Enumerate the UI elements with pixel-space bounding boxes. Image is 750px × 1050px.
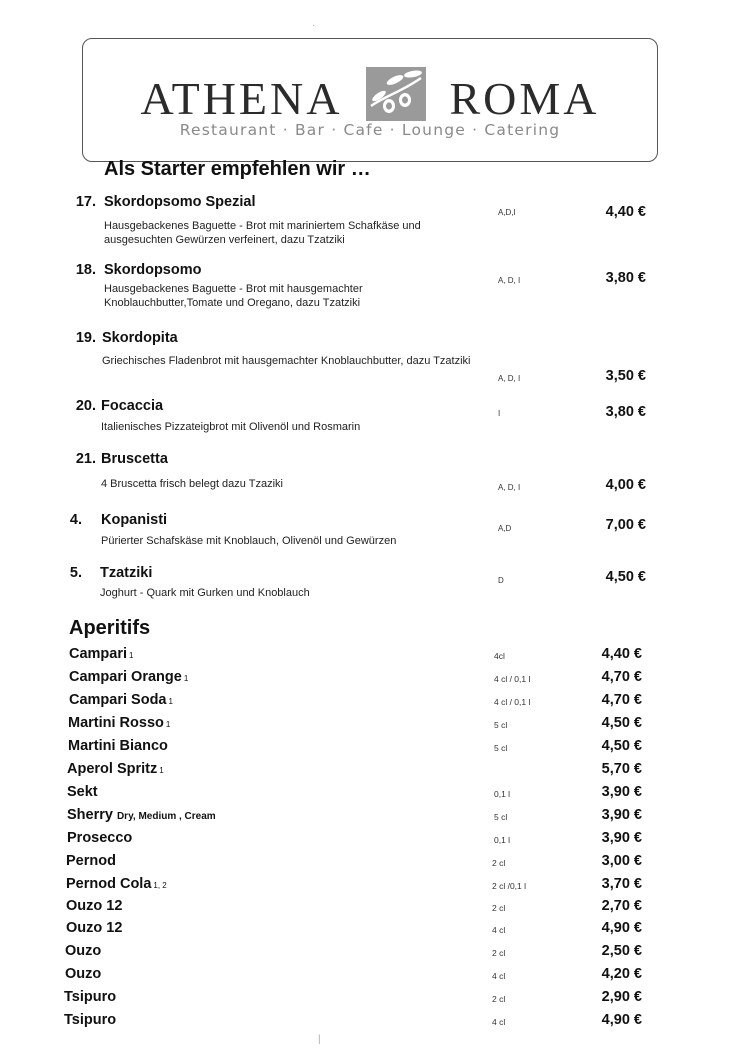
- aperitif-item: [0, 989, 750, 1011]
- aperitif-item: [0, 830, 750, 852]
- aperitif-name-text: Sherry: [67, 807, 113, 823]
- aperitif-name-text: Martini Rosso: [68, 715, 164, 731]
- starter-number: 20.: [75, 398, 96, 414]
- aperitif-name-text: Ouzo 12: [66, 898, 123, 914]
- starter-description: Pürierter Schafskäse mit Knoblauch, Olivenöl und Gewürzen: [101, 535, 397, 547]
- aperitif-price: 2,50 €: [601, 943, 642, 959]
- aperitif-name: [65, 943, 101, 959]
- aperitif-footnote: 1: [165, 720, 171, 729]
- brand-word-right: ROMA: [449, 72, 600, 124]
- aperitif-quantity: 2 cl: [492, 903, 506, 913]
- starter-price: 3,80 €: [605, 404, 646, 420]
- starter-allergens: A, D, I: [498, 374, 521, 383]
- aperitif-name: [69, 669, 188, 685]
- aperitif-name-text: Ouzo 12: [66, 920, 123, 936]
- aperitif-name: [64, 1012, 116, 1028]
- aperitif-quantity: 2 cl: [492, 858, 506, 868]
- aperitif-price: 3,90 €: [601, 830, 642, 846]
- starter-number: 21.: [75, 451, 96, 467]
- starter-allergens: A,D,I: [498, 208, 516, 217]
- starter-number: 17.: [75, 194, 96, 210]
- aperitif-item: [0, 943, 750, 965]
- aperitif-item: [0, 876, 750, 898]
- brand-word-left: ATHENA: [140, 72, 343, 124]
- aperitif-quantity: 2 cl /0,1 l: [492, 881, 527, 891]
- aperitif-name-text: Ouzo: [65, 943, 102, 959]
- starter-name: Tzatziki: [100, 565, 153, 581]
- aperitif-name: [68, 715, 170, 731]
- aperitif-name-text: Campari Soda: [69, 692, 167, 708]
- starter-name: Bruscetta: [101, 451, 168, 467]
- aperitif-name: [68, 738, 168, 754]
- aperitif-item: [0, 1012, 750, 1034]
- aperitif-variants: Dry, Medium , Cream: [116, 811, 216, 822]
- starter-name: Focaccia: [101, 398, 164, 414]
- aperitif-price: 4,70 €: [601, 669, 642, 685]
- starter-number: 5.: [69, 565, 82, 581]
- starter-number: 19.: [75, 330, 96, 346]
- aperitif-item: [0, 738, 750, 760]
- aperitif-price: 4,50 €: [601, 715, 642, 731]
- aperitif-item: [0, 898, 750, 920]
- aperitif-quantity: 4 cl / 0,1 l: [494, 674, 531, 684]
- aperitif-price: 5,70 €: [601, 761, 642, 777]
- aperitif-name: [64, 989, 116, 1005]
- aperitif-price: 2,70 €: [601, 898, 642, 914]
- aperitif-quantity: 4 cl: [492, 925, 506, 935]
- aperitif-name-text: Campari: [69, 646, 128, 662]
- aperitif-quantity: 4 cl: [492, 971, 506, 981]
- aperitif-item: [0, 646, 750, 668]
- starter-price: 4,00 €: [605, 477, 646, 493]
- aperitif-footnote: 1: [159, 766, 164, 775]
- aperitif-item: [0, 966, 750, 988]
- aperitif-item: [0, 669, 750, 691]
- starter-allergens: D: [498, 576, 504, 585]
- restaurant-tagline: Restaurant · Bar · Cafe · Lounge · Catering: [179, 121, 561, 139]
- restaurant-name: [83, 67, 657, 126]
- aperitif-item: [0, 920, 750, 942]
- starter-name: Kopanisti: [101, 512, 168, 528]
- starter-description: 4 Bruscetta frisch belegt dazu Tzaziki: [101, 478, 283, 490]
- olive-branch-logo-icon: [365, 66, 427, 122]
- aperitif-item: [0, 692, 750, 714]
- starter-description: Hausgebackenes Baguette - Brot mit mariniertem Schafkäse und ausgesuchten Gewürzen verfeinert, dazu Tzatziki: [104, 220, 421, 246]
- aperitif-quantity: 4 cl / 0,1 l: [494, 697, 531, 707]
- starter-description: Italienisches Pizzateigbrot mit Olivenöl und Rosmarin: [101, 421, 361, 433]
- aperitif-item: [0, 784, 750, 806]
- aperitif-item: [0, 807, 750, 829]
- aperitif-footnote: 1: [168, 697, 173, 706]
- aperitif-price: 3,70 €: [601, 876, 642, 892]
- aperitif-quantity: 2 cl: [492, 994, 506, 1004]
- aperitif-name-text: Aperol Spritz: [67, 761, 158, 777]
- aperitif-name-text: Prosecco: [67, 830, 133, 846]
- aperitif-name-text: Sekt: [67, 784, 98, 800]
- starter-price: 4,50 €: [605, 569, 646, 585]
- aperitif-name: [67, 807, 216, 823]
- aperitif-price: 4,70 €: [601, 692, 642, 708]
- aperitif-quantity: 2 cl: [492, 948, 506, 958]
- aperitif-quantity: 5 cl: [494, 743, 508, 753]
- aperitif-name-text: Campari Orange: [69, 669, 182, 685]
- aperitif-item: [0, 853, 750, 875]
- starter-description: Hausgebackenes Baguette - Brot mit hausgemachter Knoblauchbutter,Tomate und Oregano, dazu Tzatziki: [104, 283, 363, 309]
- starter-name: Skordopsomo Spezial: [104, 194, 256, 210]
- aperitif-name: [65, 966, 101, 982]
- aperitif-price: 3,90 €: [601, 807, 642, 823]
- starters-heading: Als Starter empfehlen wir …: [104, 158, 371, 180]
- starter-allergens: A,D: [498, 524, 512, 533]
- aperitif-quantity: 5 cl: [494, 720, 508, 730]
- aperitif-price: 4,50 €: [601, 738, 642, 754]
- starter-description: Griechisches Fladenbrot mit hausgemachter Knoblauchbutter, dazu Tzatziki: [102, 355, 471, 367]
- aperitif-price: 4,40 €: [601, 646, 642, 662]
- aperitif-name-text: Ouzo: [65, 966, 102, 982]
- aperitif-name: [66, 853, 116, 869]
- aperitif-quantity: 0,1 l: [494, 789, 511, 799]
- aperitif-name: [69, 692, 173, 708]
- starter-allergens: A, D, I: [498, 483, 521, 492]
- aperitif-quantity: 4 cl: [492, 1017, 506, 1027]
- aperitif-name: [67, 784, 98, 800]
- aperitif-price: 4,90 €: [601, 920, 642, 936]
- aperitif-footnote: 1: [129, 651, 134, 660]
- aperitif-price: 2,90 €: [601, 989, 642, 1005]
- aperitif-name: [66, 920, 122, 936]
- starter-number: 18.: [75, 262, 96, 278]
- aperitif-name: [66, 876, 167, 892]
- aperitifs-heading: Aperitifs: [69, 617, 151, 639]
- aperitif-name-text: Tsipuro: [64, 1012, 117, 1028]
- starter-price: 3,50 €: [605, 368, 646, 384]
- aperitif-price: 3,90 €: [601, 784, 642, 800]
- aperitif-name-text: Martini Bianco: [68, 738, 168, 754]
- aperitif-name: [67, 830, 132, 846]
- scan-speck: |: [318, 1034, 321, 1045]
- aperitif-price: 4,90 €: [601, 1012, 642, 1028]
- restaurant-header: [82, 38, 658, 162]
- aperitif-name-text: Tsipuro: [64, 989, 117, 1005]
- aperitif-name-text: Pernod Cola: [66, 876, 152, 892]
- aperitif-name: [67, 761, 164, 777]
- starter-allergens: A, D, I: [498, 276, 521, 285]
- aperitif-item: [0, 715, 750, 737]
- starter-allergens: I: [498, 409, 501, 418]
- starter-name: Skordopsomo: [104, 262, 202, 278]
- aperitif-quantity: 4cl: [494, 651, 505, 661]
- aperitif-item: [0, 761, 750, 783]
- aperitif-price: 4,20 €: [601, 966, 642, 982]
- aperitif-quantity: 0,1 l: [494, 835, 511, 845]
- aperitif-name-text: Pernod: [66, 853, 116, 869]
- starter-description: Joghurt - Quark mit Gurken und Knoblauch: [100, 587, 310, 599]
- aperitif-footnote: 1, 2: [153, 881, 167, 890]
- aperitif-name: [69, 646, 133, 662]
- starter-name: Skordopita: [102, 330, 178, 346]
- starter-price: 4,40 €: [605, 204, 646, 220]
- starter-number: 4.: [69, 512, 82, 528]
- aperitif-price: 3,00 €: [601, 853, 642, 869]
- scan-speck: ·: [312, 20, 316, 31]
- aperitif-quantity: 5 cl: [494, 812, 508, 822]
- starter-price: 3,80 €: [605, 270, 646, 286]
- starter-price: 7,00 €: [605, 517, 646, 533]
- aperitif-footnote: 1: [183, 674, 189, 683]
- aperitif-name: [66, 898, 122, 914]
